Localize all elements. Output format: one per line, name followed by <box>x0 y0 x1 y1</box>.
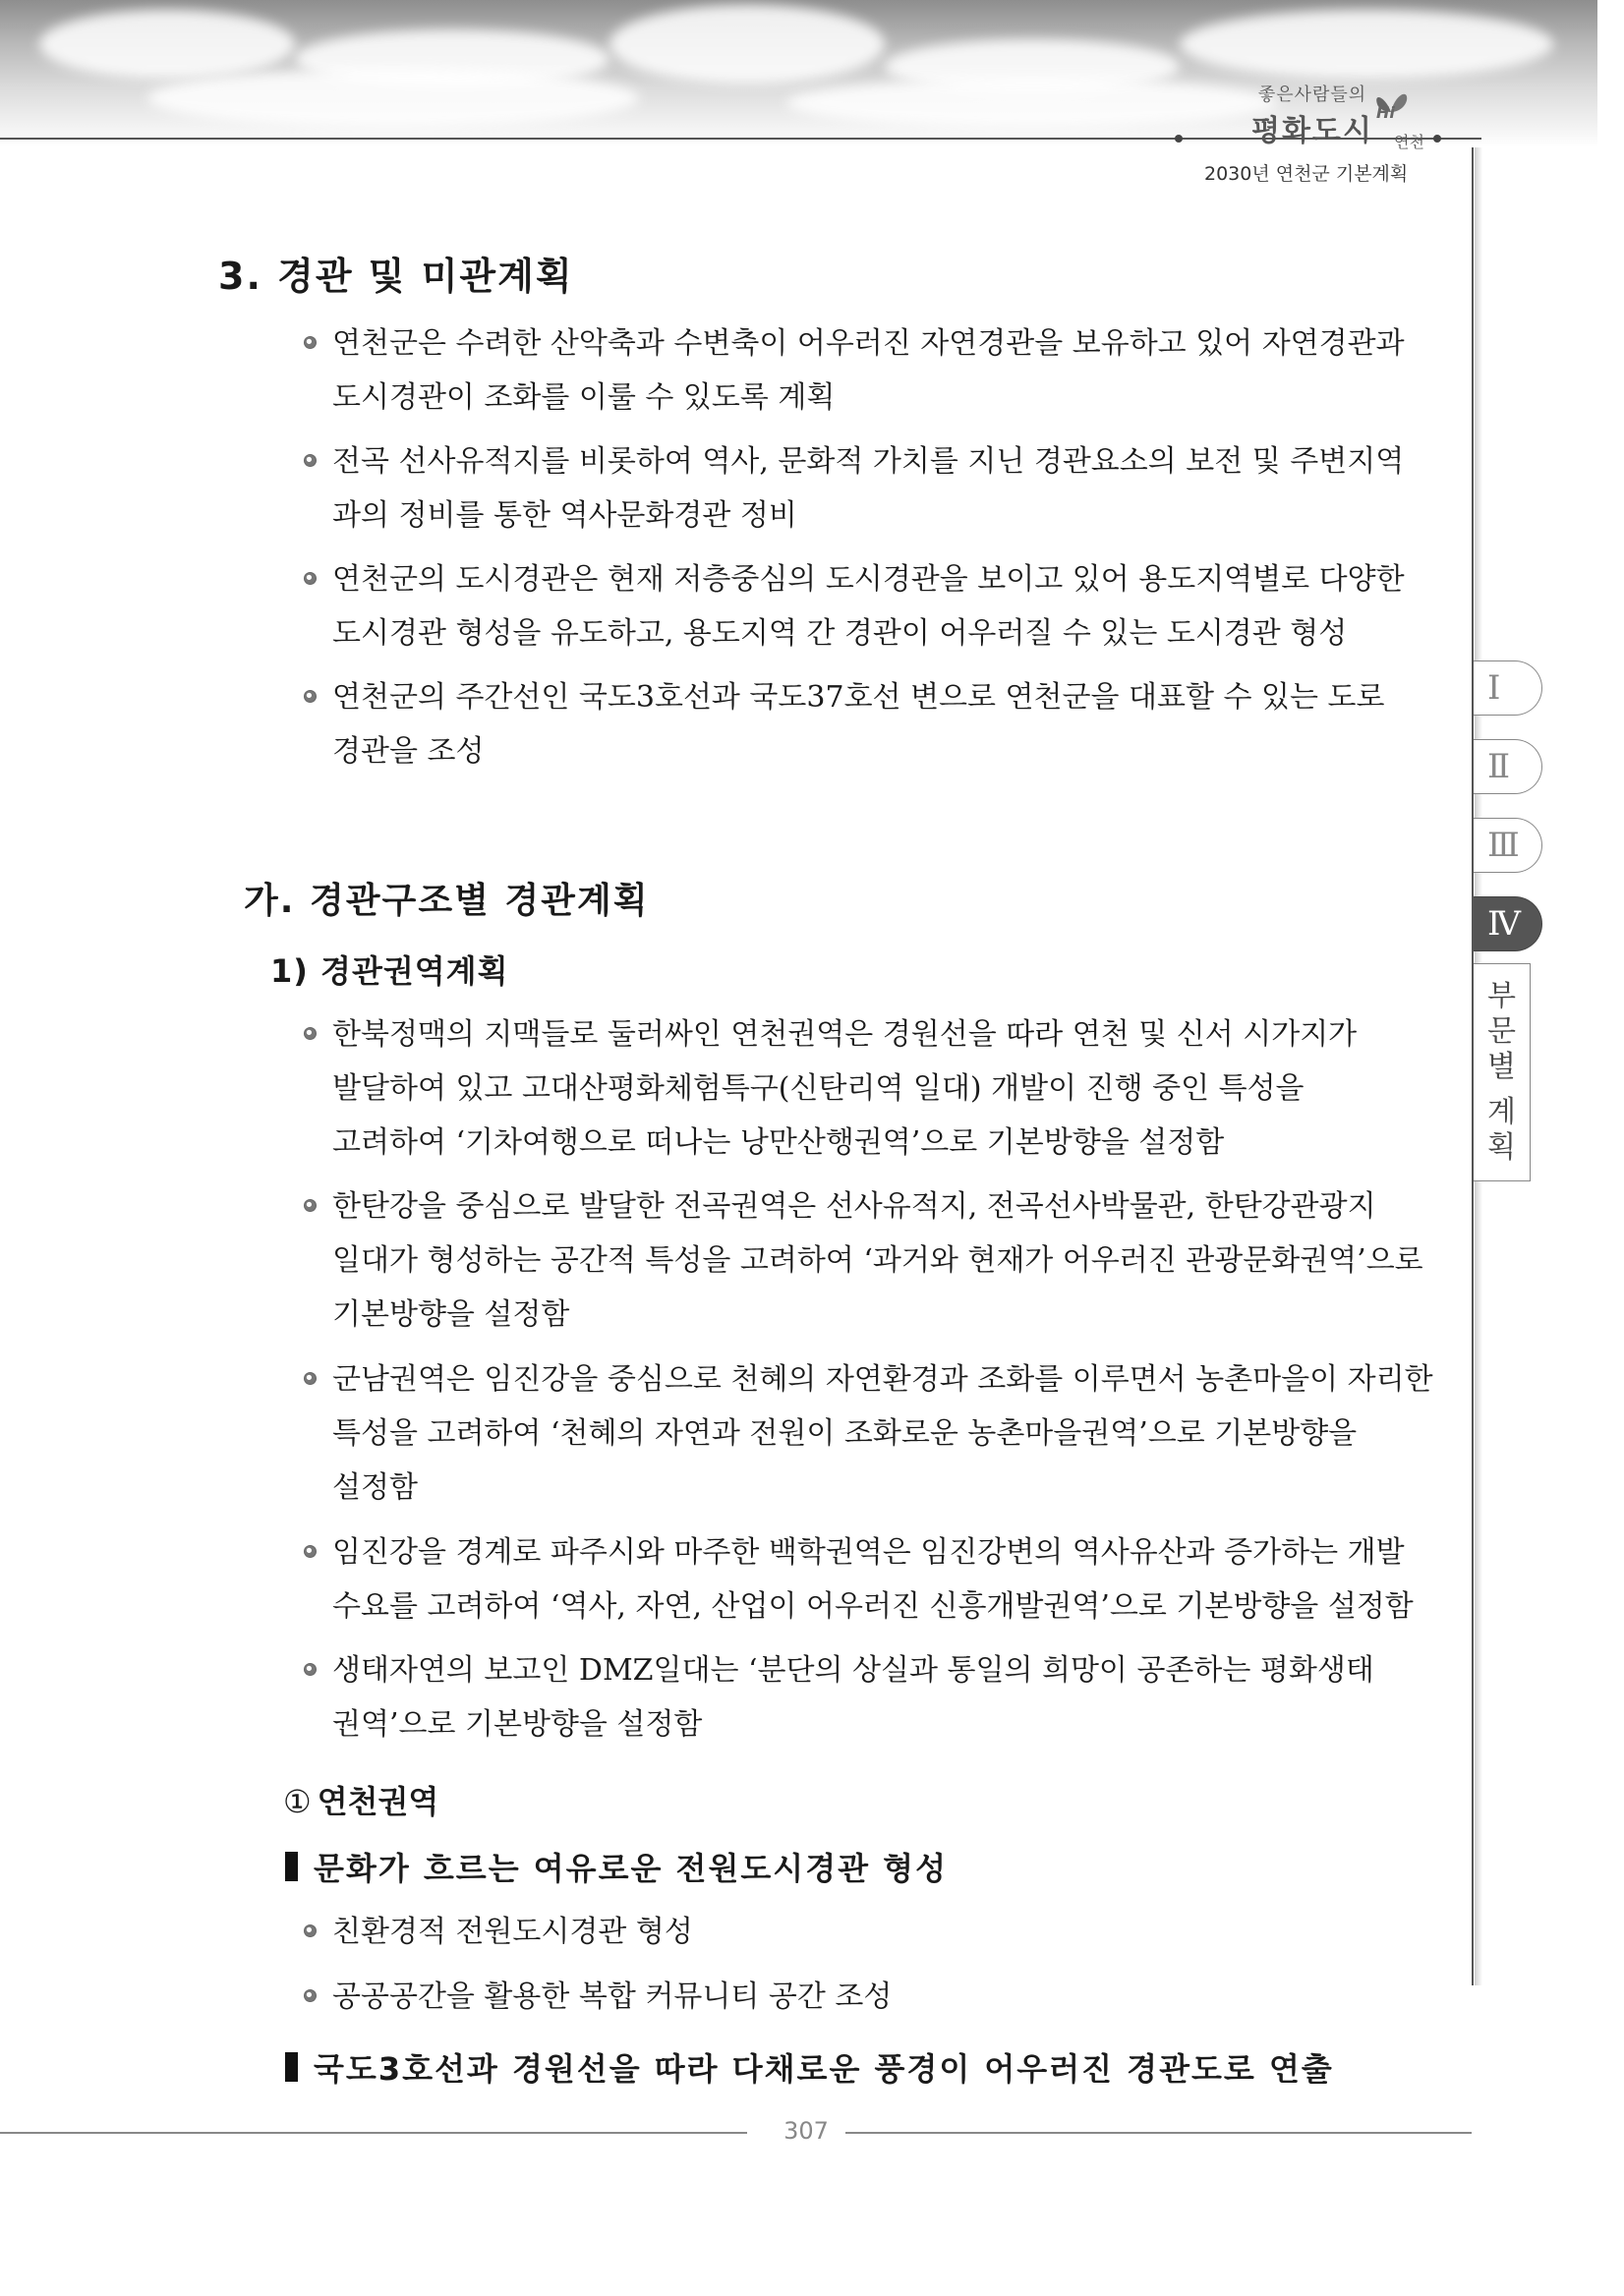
bullet-icon <box>304 1372 317 1385</box>
footer-rule <box>845 2132 1472 2134</box>
intro-bullet: 연천군의 도시경관은 현재 저층중심의 도시경관을 보이고 있어 용도지역별로 다양한 도시경관 형성을 유도하고, 용도지역 간 경관이 어우러질 수 있는 도시경관 형성 <box>300 552 1450 660</box>
tab-chapter-4[interactable] <box>1474 896 1542 951</box>
region-bullet: 군남권역은 임진강을 중심으로 천혜의 자연환경과 조화를 이루면서 농촌마을이 자리한 특성을 고려하여 ‘천혜의 자연과 전원이 조화로운 농촌마을권역’으로 기본방향을 설정함 <box>300 1352 1450 1515</box>
region-bullet: 한북정맥의 지맥들로 둘러싸인 연천권역은 경원선을 따라 연천 및 신서 시가지가 발달하여 있고 고대산평화체험특구(신탄리역 일대) 개발이 진행 중인 특성을 고려하여 ‘기차여행으로 떠나는 낭만산행권역’으로 기본방향을 설정함 <box>300 1007 1450 1170</box>
footer-rule <box>0 2132 747 2134</box>
bullet-icon <box>304 1924 317 1937</box>
header-rule-dot <box>1175 135 1183 143</box>
tab-label: Ⅲ <box>1487 826 1520 865</box>
region-bullet: 임진강을 경계로 파주시와 마주한 백학권역은 임진강변의 역사유산과 증가하는 개발 수요를 고려하여 ‘역사, 자연, 산업이 어우러진 신흥개발권역’으로 기본방향을 설정함 <box>300 1525 1450 1634</box>
tab-section-label[interactable] <box>1474 963 1531 1181</box>
tab-char: 부 <box>1487 979 1516 1013</box>
bullet-icon <box>304 1199 317 1212</box>
page-number: 307 <box>783 2117 829 2145</box>
square-bullet-icon <box>285 2052 298 2082</box>
logo-main-text: 평화도시 <box>1251 114 1373 148</box>
subhead-text: 문화가 흐르는 여유로운 전원도시경관 형성 <box>314 1850 948 1887</box>
square-bullet-icon <box>285 1852 298 1881</box>
region-marker: ① <box>283 1783 312 1820</box>
bullet-icon <box>304 572 317 585</box>
subhead-road <box>285 2044 1334 2090</box>
tab-label: Ⅱ <box>1487 747 1511 786</box>
intro-bullet: 연천군은 수려한 산악축과 수변축이 어우러진 자연경관을 보유하고 있어 자연경관과 도시경관이 조화를 이룰 수 있도록 계획 <box>300 316 1450 425</box>
logo-city-text: 연천 <box>1394 133 1424 151</box>
tab-char: 계 <box>1487 1095 1516 1129</box>
bullet-icon <box>304 690 317 703</box>
header-rule-right <box>1437 138 1481 140</box>
logo-slogan: 좋은사람들의 <box>1257 85 1367 105</box>
intro-bullet: 전곡 선사유적지를 비롯하여 역사, 문화적 가치를 지닌 경관요소의 보전 및 주변지역 과의 정비를 통한 역사문화경관 정비 <box>300 434 1450 543</box>
region-bullet: 한탄강을 중심으로 발달한 전곡권역은 선사유적지, 전곡선사박물관, 한탄강관광지 일대가 형성하는 공간적 특성을 고려하여 ‘과거와 현재가 어우러진 관광문화권역’으로 기본방향을 설정함 <box>300 1179 1450 1342</box>
bullet-icon <box>304 1989 317 2002</box>
tab-chapter-2[interactable] <box>1474 739 1542 794</box>
bullet-icon <box>304 1545 317 1558</box>
bullet-icon <box>304 454 317 467</box>
region-bullet: 생태자연의 보고인 DMZ일대는 ‘분단의 상실과 통일의 희망이 공존하는 평화생태 권역’으로 기본방향을 설정함 <box>300 1643 1450 1751</box>
subhead-text: 국도3호선과 경원선을 따라 다채로운 풍경이 어우러진 경관도로 연출 <box>314 2050 1334 2088</box>
tab-chapter-3[interactable] <box>1474 818 1542 873</box>
sub-bullet: 공공공간을 활용한 복합 커뮤니티 공간 조성 <box>300 1970 1450 2024</box>
tab-chapter-1[interactable] <box>1474 660 1542 716</box>
logo-hi-text: Hi <box>1376 103 1395 122</box>
bullet-icon <box>304 1663 317 1676</box>
region-title <box>283 1777 438 1822</box>
bullet-icon <box>304 1027 317 1040</box>
tab-label: Ⅰ <box>1487 668 1501 708</box>
sub-subsection-title: 1) 경관권역계획 <box>270 952 509 990</box>
plan-title: 2030년 연천군 기본계획 <box>1204 163 1409 185</box>
tab-char: 별 <box>1487 1050 1516 1084</box>
intro-bullet: 연천군의 주간선인 국도3호선과 국도37호선 변으로 연천군을 대표할 수 있는 도로 경관을 조성 <box>300 670 1450 778</box>
subhead-culture <box>285 1844 948 1889</box>
tab-label: Ⅳ <box>1487 904 1521 944</box>
section-title: 3. 경관 및 미관계획 <box>218 255 574 298</box>
tab-char: 문 <box>1487 1014 1516 1049</box>
subsection-title: 가. 경관구조별 경관계획 <box>244 881 650 921</box>
region-title-text: 연천권역 <box>317 1783 439 1820</box>
tab-char: 획 <box>1487 1130 1516 1165</box>
bullet-icon <box>304 336 317 349</box>
sub-bullet: 친환경적 전원도시경관 형성 <box>300 1905 1450 1959</box>
